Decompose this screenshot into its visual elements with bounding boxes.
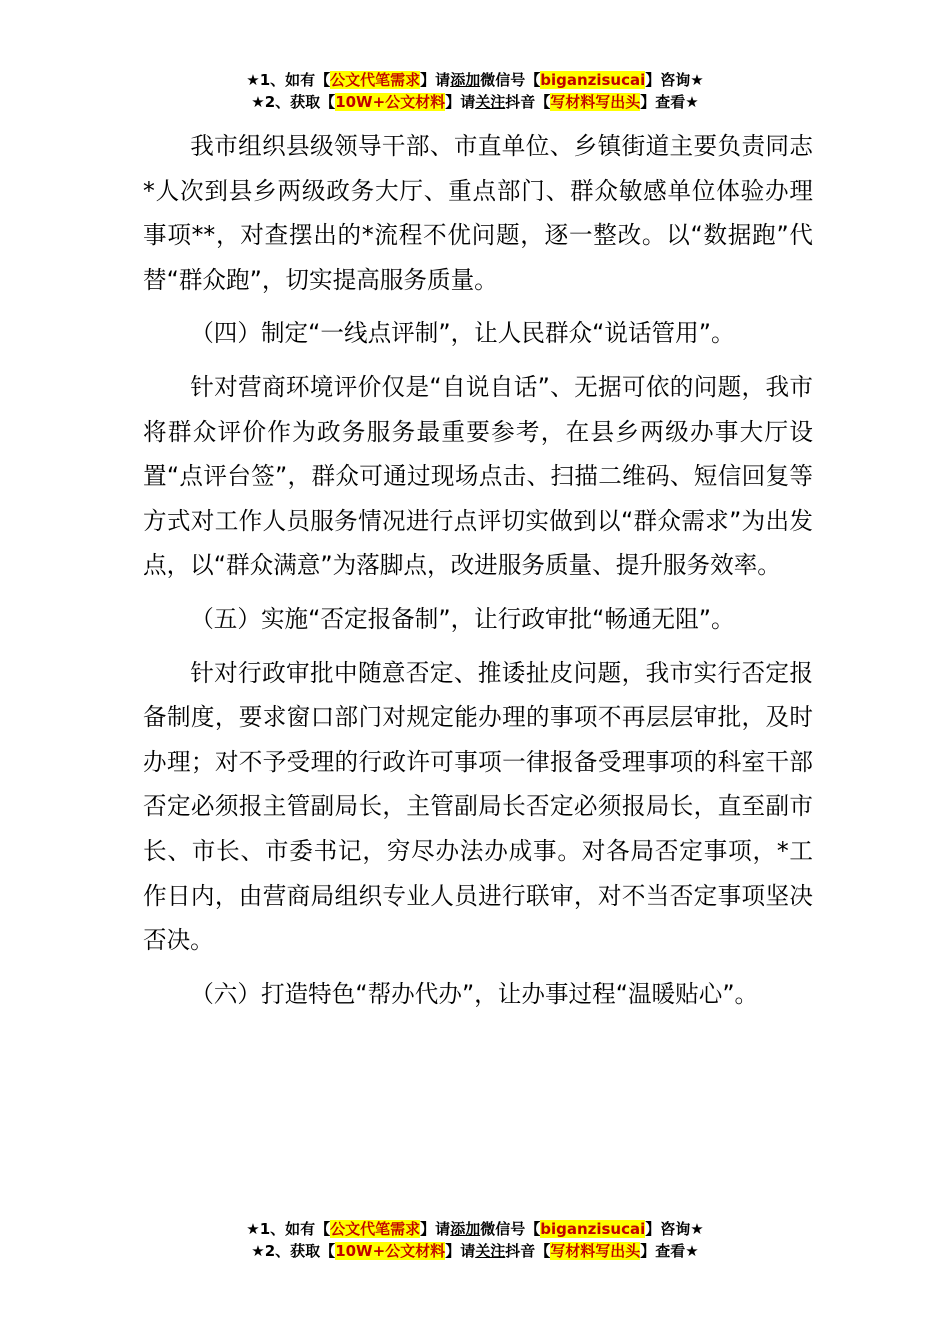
banner-text: 】请 xyxy=(445,93,476,111)
banner-text: ★2、获取【 xyxy=(251,1242,336,1260)
banner-highlight: 10W+公文材料 xyxy=(335,93,446,111)
banner-text: 微信号【 xyxy=(480,71,541,89)
banner-text: 】请 xyxy=(445,1242,476,1260)
banner-text: 】查看★ xyxy=(640,93,699,111)
banner-text: 】查看★ xyxy=(640,1242,699,1260)
footer-banner-line-1 xyxy=(0,1218,950,1240)
banner-text: 】咨询★ xyxy=(645,1220,704,1238)
section-heading: （六）打造特色“帮办代办”，让办事过程“温暖贴心”。 xyxy=(190,979,759,1008)
banner-highlight: biganzisucai xyxy=(540,71,646,89)
footer-banner-line-2 xyxy=(0,1240,950,1262)
banner-text: 】请 xyxy=(420,1220,451,1238)
banner-underlined: 添加 xyxy=(450,71,481,89)
banner-text: ★2、获取【 xyxy=(251,93,336,111)
banner-underlined: 关注 xyxy=(475,1242,506,1260)
banner-text: ★1、如有【 xyxy=(246,1220,331,1238)
banner-text: 抖音【 xyxy=(505,1242,551,1260)
section-heading: （五）实施“否定报备制”，让行政审批“畅通无阻”。 xyxy=(190,604,735,633)
banner-highlight: 写材料写出头 xyxy=(550,1242,641,1260)
section-heading: （四）制定“一线点评制”，让人民群众“说话管用”。 xyxy=(190,319,735,348)
body-paragraph: 我市组织县级领导干部、市直单位、乡镇街道主要负责同志*人次到县乡两级政务大厅、重点部门、群众敏感单位体验办理事项**，对查摆出的*流程不优问题，逐一整改。以“数据跑”代替“群众跑”，切实提高服务质量。 xyxy=(143,132,813,294)
banner-highlight: 写材料写出头 xyxy=(550,93,641,111)
banner-text: 抖音【 xyxy=(505,93,551,111)
body-paragraph: 针对行政审批中随意否定、推诿扯皮问题，我市实行否定报备制度，要求窗口部门对规定能办理的事项不再层层审批，及时办理；对不予受理的行政许可事项一律报备受理事项的科室干部否定必须报主管副局长，主管副局长否定必须报局长，直至副市长、市长、市委书记，穷尽办法办成事。对各局否定事项，*工作日内，由营商局组织专业人员进行联审，对不当否定事项坚决否决。 xyxy=(143,658,813,955)
header-banner-line-1 xyxy=(0,69,950,91)
banner-highlight: biganzisucai xyxy=(540,1220,646,1238)
banner-highlight: 10W+公文材料 xyxy=(335,1242,446,1260)
banner-highlight: 公文代笔需求 xyxy=(330,71,421,89)
banner-highlight: 公文代笔需求 xyxy=(330,1220,421,1238)
banner-text: 】咨询★ xyxy=(645,71,704,89)
banner-text: ★1、如有【 xyxy=(246,71,331,89)
document-body xyxy=(143,124,813,1025)
banner-text: 微信号【 xyxy=(480,1220,541,1238)
footer-banner xyxy=(0,1218,950,1262)
header-banner xyxy=(0,69,950,113)
body-paragraph: 针对营商环境评价仅是“自说自话”、无据可依的问题，我市将群众评价作为政务服务最重要参考，在县乡两级办事大厅设置“点评台签”，群众可通过现场点击、扫描二维码、短信回复等方式对工作人员服务情况进行点评切实做到以“群众需求”为出发点，以“群众满意”为落脚点，改进服务质量、提升服务效率。 xyxy=(143,372,813,580)
header-banner-line-2 xyxy=(0,91,950,113)
banner-text: 】请 xyxy=(420,71,451,89)
banner-underlined: 关注 xyxy=(475,93,506,111)
banner-underlined: 添加 xyxy=(450,1220,481,1238)
